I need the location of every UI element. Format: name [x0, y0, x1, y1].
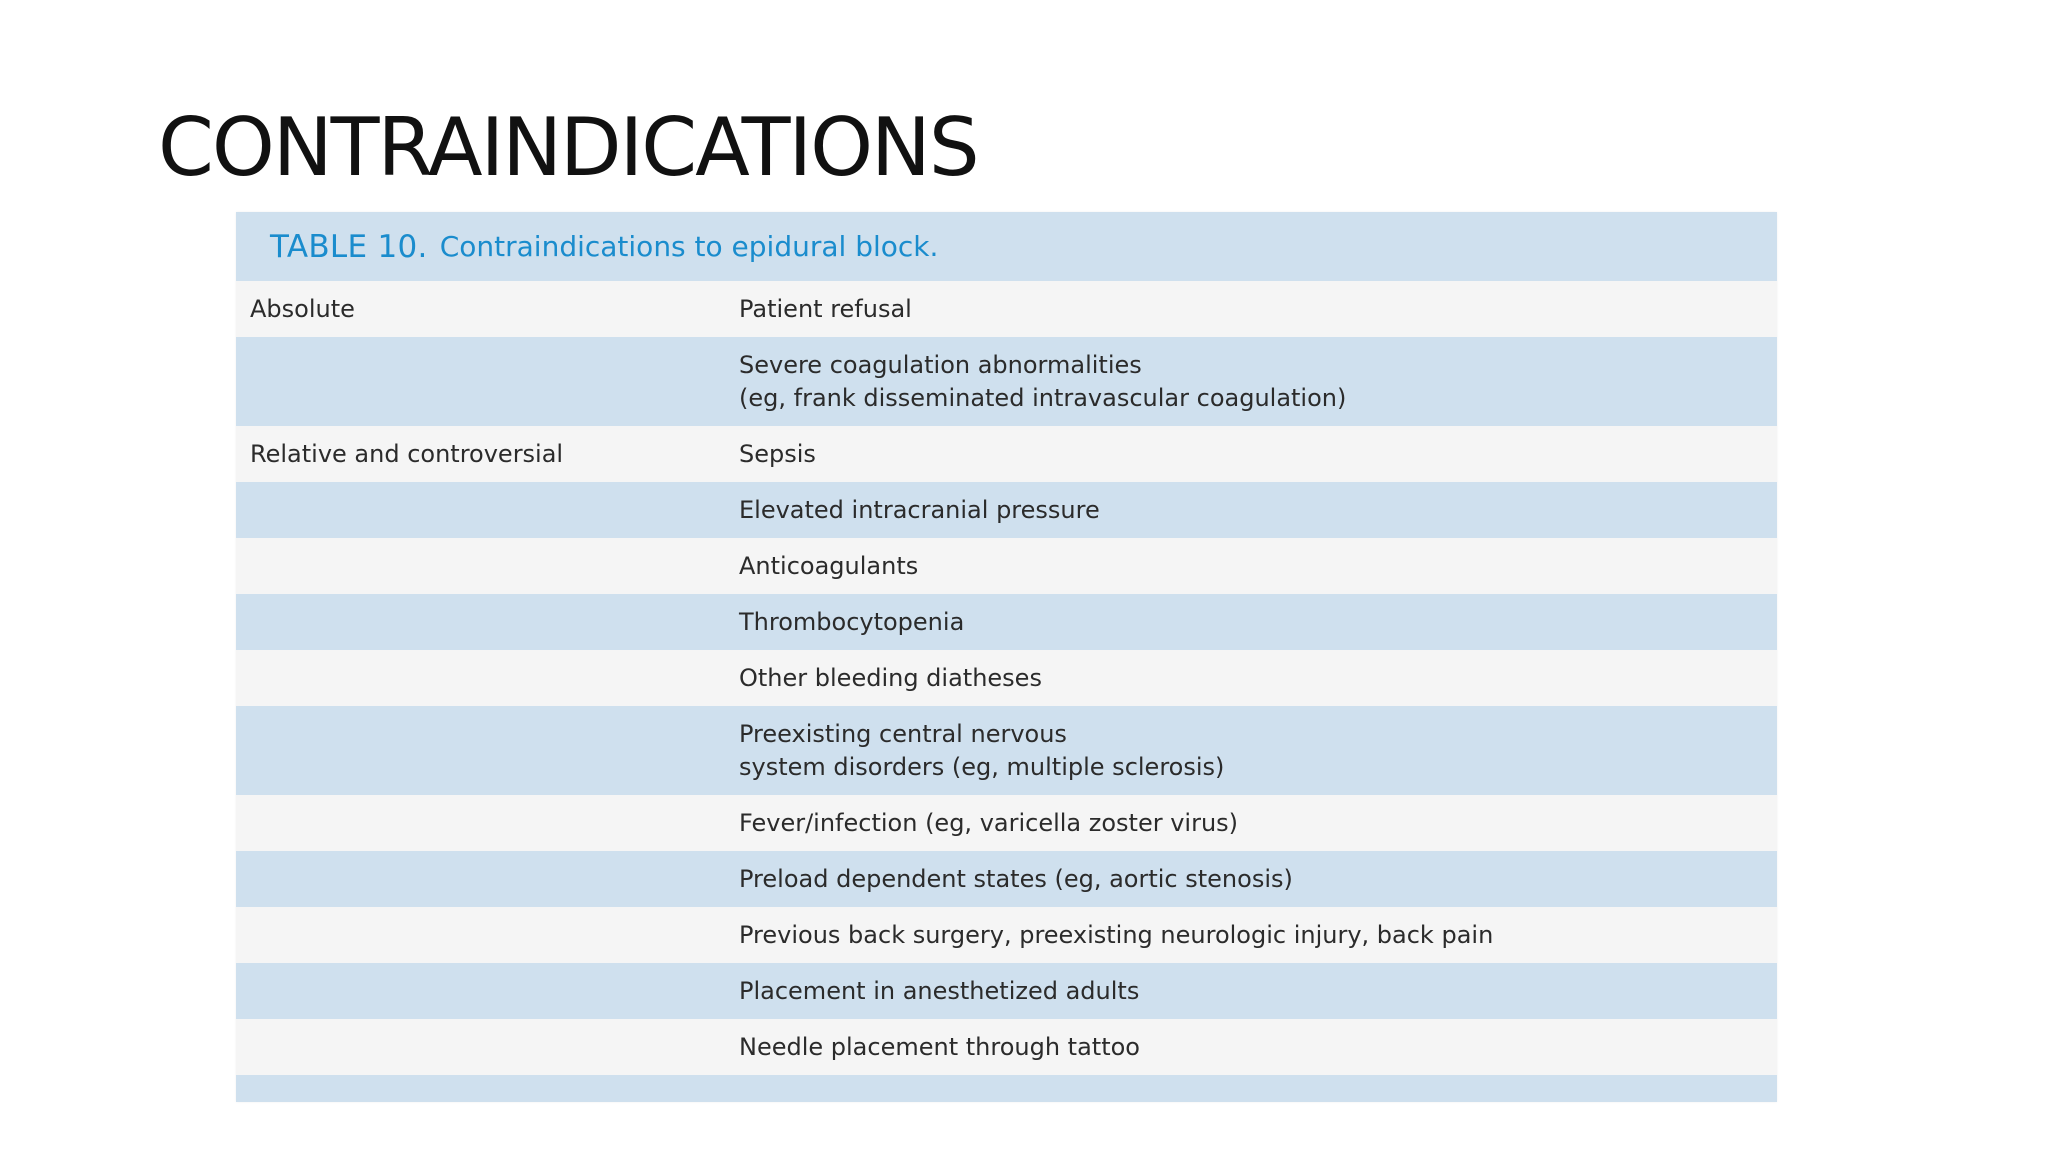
table-footer-band: [236, 1075, 1777, 1102]
category-cell: Absolute: [250, 295, 355, 323]
contraindications-table: [236, 212, 1777, 1102]
table-row: [236, 907, 1777, 963]
table-row: [236, 650, 1777, 706]
contraindication-cell: Needle placement through tattoo: [739, 1032, 1140, 1061]
table-row: [236, 1019, 1777, 1075]
contraindication-cell: Elevated intracranial pressure: [739, 495, 1100, 524]
contraindication-cell: Other bleeding diatheses: [739, 663, 1042, 692]
table-row: [236, 281, 1777, 337]
table-row: [236, 963, 1777, 1019]
table-row: [236, 795, 1777, 851]
table-row: [236, 482, 1777, 538]
slide-title: CONTRAINDICATIONS: [158, 101, 978, 194]
contraindication-cell: Sepsis: [739, 439, 816, 468]
table-caption-label: TABLE 10.: [270, 228, 428, 265]
contraindication-cell: Severe coagulation abnormalities (eg, frank disseminated intravascular coagulation): [739, 350, 1347, 412]
contraindication-cell: Patient refusal: [739, 294, 912, 323]
contraindication-cell: Preload dependent states (eg, aortic stenosis): [739, 864, 1293, 893]
table-row: [236, 594, 1777, 650]
contraindication-cell: Fever/infection (eg, varicella zoster virus): [739, 808, 1239, 837]
table-row: [236, 426, 1777, 482]
table-row: [236, 337, 1777, 426]
table-caption-text: Contraindications to epidural block.: [439, 230, 939, 263]
contraindication-cell: Anticoagulants: [739, 551, 919, 580]
contraindication-cell: Previous back surgery, preexisting neurologic injury, back pain: [739, 920, 1494, 949]
table-row: [236, 706, 1777, 795]
table-row: [236, 538, 1777, 594]
table-caption: [236, 212, 1777, 281]
table-row: [236, 851, 1777, 907]
category-cell: Relative and controversial: [250, 440, 564, 468]
contraindication-cell: Preexisting central nervous system disorders (eg, multiple sclerosis): [739, 719, 1225, 781]
contraindication-cell: Placement in anesthetized adults: [739, 976, 1140, 1005]
contraindication-cell: Thrombocytopenia: [739, 607, 965, 636]
